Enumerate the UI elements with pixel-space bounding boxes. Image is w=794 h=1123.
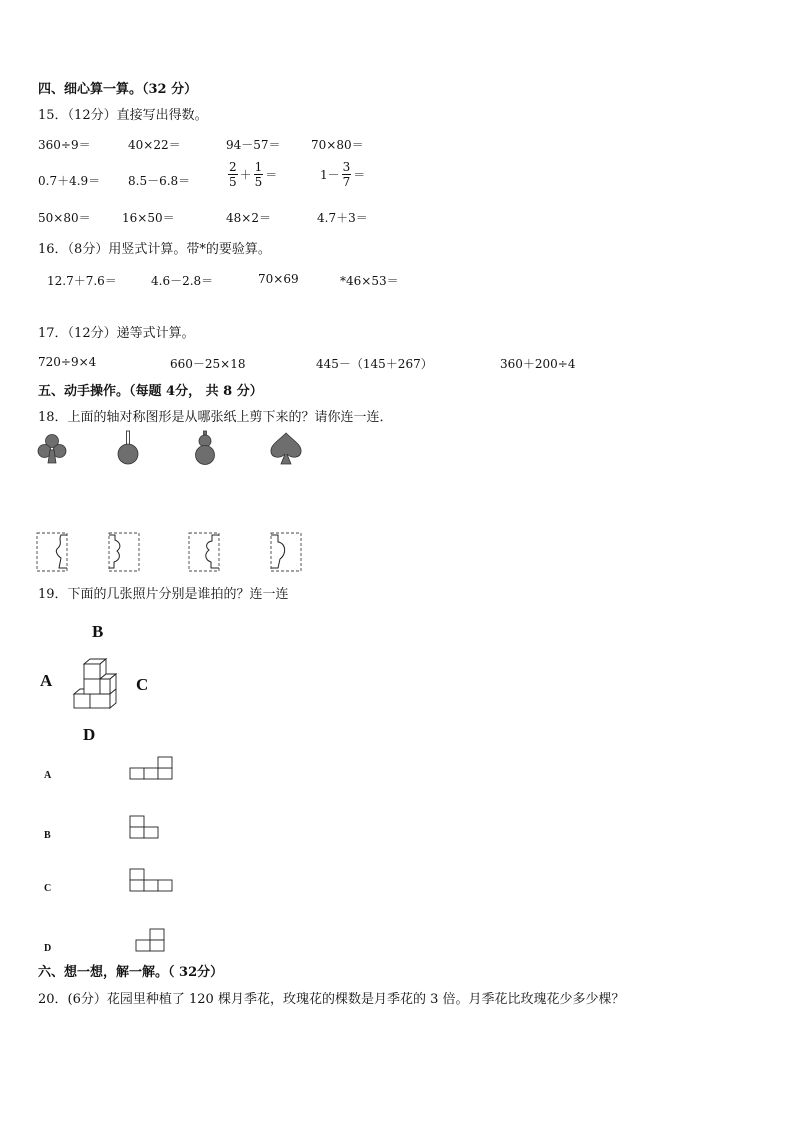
q18-prompt: 18．上面的轴对称图形是从哪张纸上剪下来的？请你连一连． xyxy=(38,410,393,425)
view-label-d: D xyxy=(44,943,52,954)
round-fan-shape-icon xyxy=(116,430,140,466)
folded-paper-2-icon xyxy=(108,532,142,574)
section-5-title: 五、动手操作。（每题 4分， 共 8 分） xyxy=(38,384,263,399)
club-shape-icon xyxy=(36,432,68,466)
q16-item-1: 12.7＋7.6＝ xyxy=(47,274,117,288)
view-b-icon xyxy=(128,815,160,841)
q16-item-3: 70×69 xyxy=(258,272,299,286)
frac-den: 5 xyxy=(254,175,263,189)
q17-item-3: 445－（145＋267） xyxy=(316,357,433,371)
direction-label-b: B xyxy=(92,622,104,641)
direction-label-c: C xyxy=(136,675,149,694)
q16-prompt: 16．（8分）用竖式计算。带*的要验算。 xyxy=(38,242,271,257)
frac-den: 5 xyxy=(229,175,237,189)
q15-prompt: 15．（12分）直接写出得数。 xyxy=(38,108,208,123)
q17-item-1: 720÷9×4 xyxy=(38,355,97,369)
folded-paper-4-icon xyxy=(270,532,304,574)
q15-r1-1: 360÷9＝ xyxy=(38,138,91,152)
q16-item-4: *46×53＝ xyxy=(340,274,399,288)
q15-r2-3 xyxy=(226,160,277,189)
view-label-c: C xyxy=(44,883,52,894)
gourd-shape-icon xyxy=(193,430,217,466)
frac-num: 2 xyxy=(229,160,237,174)
q17-item-4: 360＋200÷4 xyxy=(500,357,576,371)
folded-paper-3-icon xyxy=(188,532,222,574)
prefix: 1－ xyxy=(320,168,340,182)
plus-sign: ＋ xyxy=(239,168,252,182)
section-4-title: 四、细心算一算。（32 分） xyxy=(38,82,198,97)
folded-paper-1-icon xyxy=(36,532,70,574)
equals-sign: ＝ xyxy=(353,168,366,182)
q15-r3-2: 16×50＝ xyxy=(122,211,175,225)
frac-num: 1 xyxy=(254,160,263,174)
q20-prompt: 20．(6分）花园里种植了 120 棵月季花，玫瑰花的棵数是月季花的 3 倍。月季花比玫瑰花少多少棵？ xyxy=(38,992,625,1007)
direction-label-d: D xyxy=(83,725,96,744)
cube-stack-icon xyxy=(72,658,122,710)
view-label-b: B xyxy=(44,830,51,841)
q15-r3-3: 48×2＝ xyxy=(226,211,271,225)
q15-r3-1: 50×80＝ xyxy=(38,211,91,225)
q15-r1-3: 94－57＝ xyxy=(226,138,281,152)
q15-r1-4: 70×80＝ xyxy=(311,138,364,152)
q19-prompt: 19．下面的几张照片分别是谁拍的？连一连 xyxy=(38,587,289,602)
q15-r3-4: 4.7＋3＝ xyxy=(317,211,368,225)
q15-r2-2: 8.5－6.8＝ xyxy=(128,174,191,188)
q15-r2-1: 0.7＋4.9＝ xyxy=(38,174,101,188)
q15-r1-2: 40×22＝ xyxy=(128,138,181,152)
view-a-icon xyxy=(128,756,174,782)
q16-item-2: 4.6－2.8＝ xyxy=(151,274,214,288)
equals-sign: ＝ xyxy=(265,168,278,182)
q15-r2-4 xyxy=(320,160,365,189)
frac-num: 3 xyxy=(342,160,351,174)
view-d-icon xyxy=(134,928,168,954)
spade-shape-icon xyxy=(268,431,304,467)
q17-prompt: 17．（12分）递等式计算。 xyxy=(38,326,195,341)
frac-den: 7 xyxy=(342,175,351,189)
section-6-title: 六、想一想，解一解。（ 32分） xyxy=(38,965,224,980)
view-c-icon xyxy=(128,868,174,894)
q17-item-2: 660－25×18 xyxy=(170,357,246,371)
direction-label-a: A xyxy=(40,671,53,690)
view-label-a: A xyxy=(44,770,52,781)
